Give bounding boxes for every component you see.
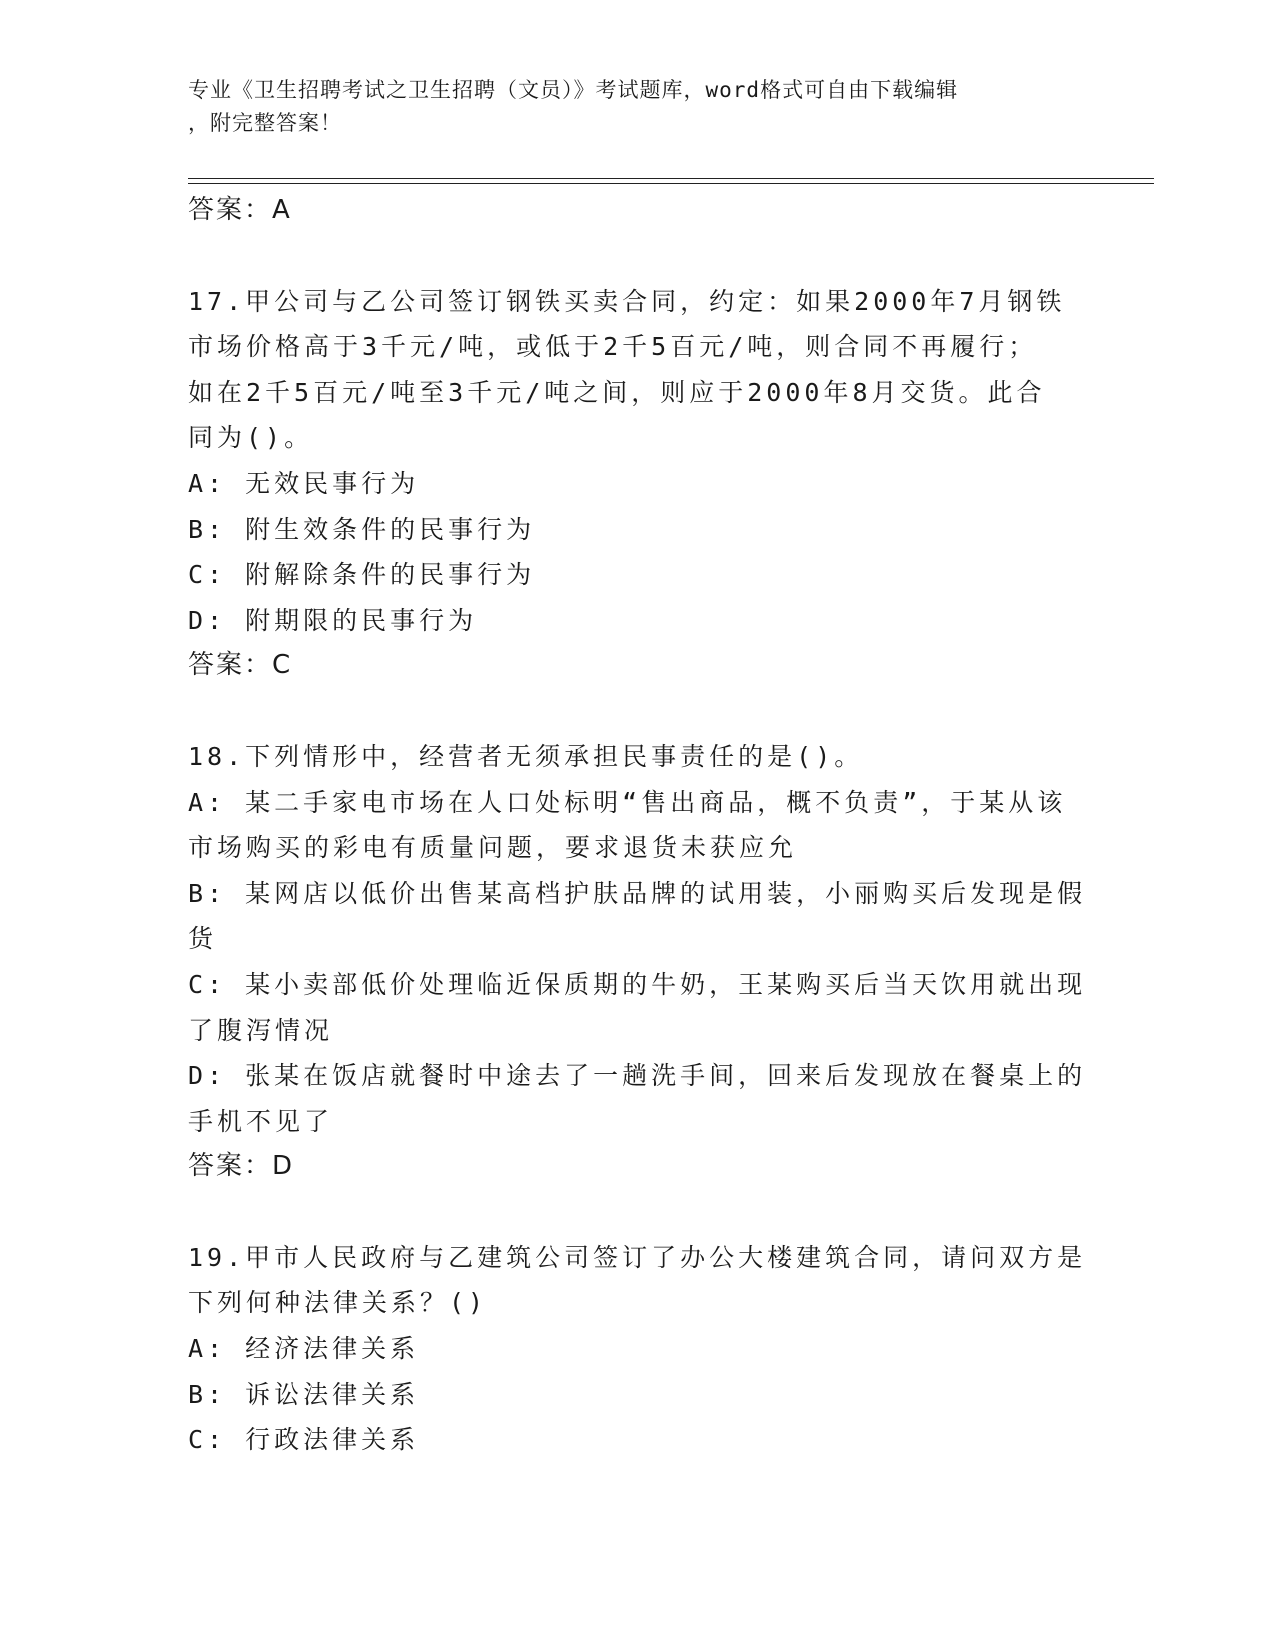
option-d-cont: 手机不见了 [188, 1106, 334, 1136]
question-18 [188, 734, 1088, 1190]
question-stem-line: 市场价格高于3千元/吨，或低于2千5百元/吨，则合同不再履行； [188, 332, 1038, 362]
question-stem-line: 同为()。 [188, 423, 314, 453]
document-header [188, 74, 1088, 140]
question-stem-line: 19.甲市人民政府与乙建筑公司签订了办公大楼建筑合同，请问双方是 [188, 1242, 1087, 1272]
header-line-2: ，附完整答案！ [188, 111, 342, 135]
header-rule-bottom [188, 183, 1154, 184]
option-d: D: 附期限的民事行为 [188, 605, 478, 635]
header-rule-top [188, 178, 1154, 179]
option-b: B: 附生效条件的民事行为 [188, 514, 536, 544]
option-b: B: 诉讼法律关系 [188, 1379, 420, 1409]
option-a: A: 某二手家电市场在人口处标明“售出商品，概不负责”，于某从该 [188, 787, 1067, 817]
option-b-cont: 货 [188, 924, 218, 954]
answer-18: 答案：D [188, 1151, 295, 1182]
question-stem-line: 下列何种法律关系？() [188, 1288, 488, 1318]
answer-previous: 答案：A [188, 195, 292, 225]
question-stem-line: 如在2千5百元/吨至3千元/吨之间，则应于2000年8月交货。此合 [188, 377, 1046, 407]
option-d: D: 张某在饭店就餐时中途去了一趟洗手间，回来后发现放在餐桌上的 [188, 1061, 1087, 1091]
option-c: C: 某小卖部低价处理临近保质期的牛奶，王某购买后当天饮用就出现 [188, 969, 1087, 999]
question-stem-line: 18.下列情形中，经营者无须承担民事责任的是()。 [188, 741, 864, 771]
question-17 [188, 279, 1088, 689]
option-b: B: 某网店以低价出售某高档护肤品牌的试用装，小丽购买后发现是假 [188, 878, 1087, 908]
option-a: A: 经济法律关系 [188, 1334, 420, 1364]
option-a: A: 无效民事行为 [188, 468, 420, 498]
question-stem-line: 17.甲公司与乙公司签订钢铁买卖合同，约定：如果2000年7月钢铁 [188, 286, 1066, 316]
option-a-cont: 市场购买的彩电有质量问题，要求退货未获应允 [188, 833, 798, 863]
option-c-cont: 了腹泻情况 [188, 1015, 334, 1045]
document-body [188, 188, 1088, 1463]
question-19 [188, 1235, 1088, 1463]
header-line-1: 专业《卫生招聘考试之卫生招聘（文员）》考试题库，word格式可自由下载编辑 [188, 78, 959, 102]
option-c: C: 附解除条件的民事行为 [188, 560, 536, 590]
option-c: C: 行政法律关系 [188, 1425, 420, 1455]
answer-17: 答案：C [188, 650, 293, 681]
